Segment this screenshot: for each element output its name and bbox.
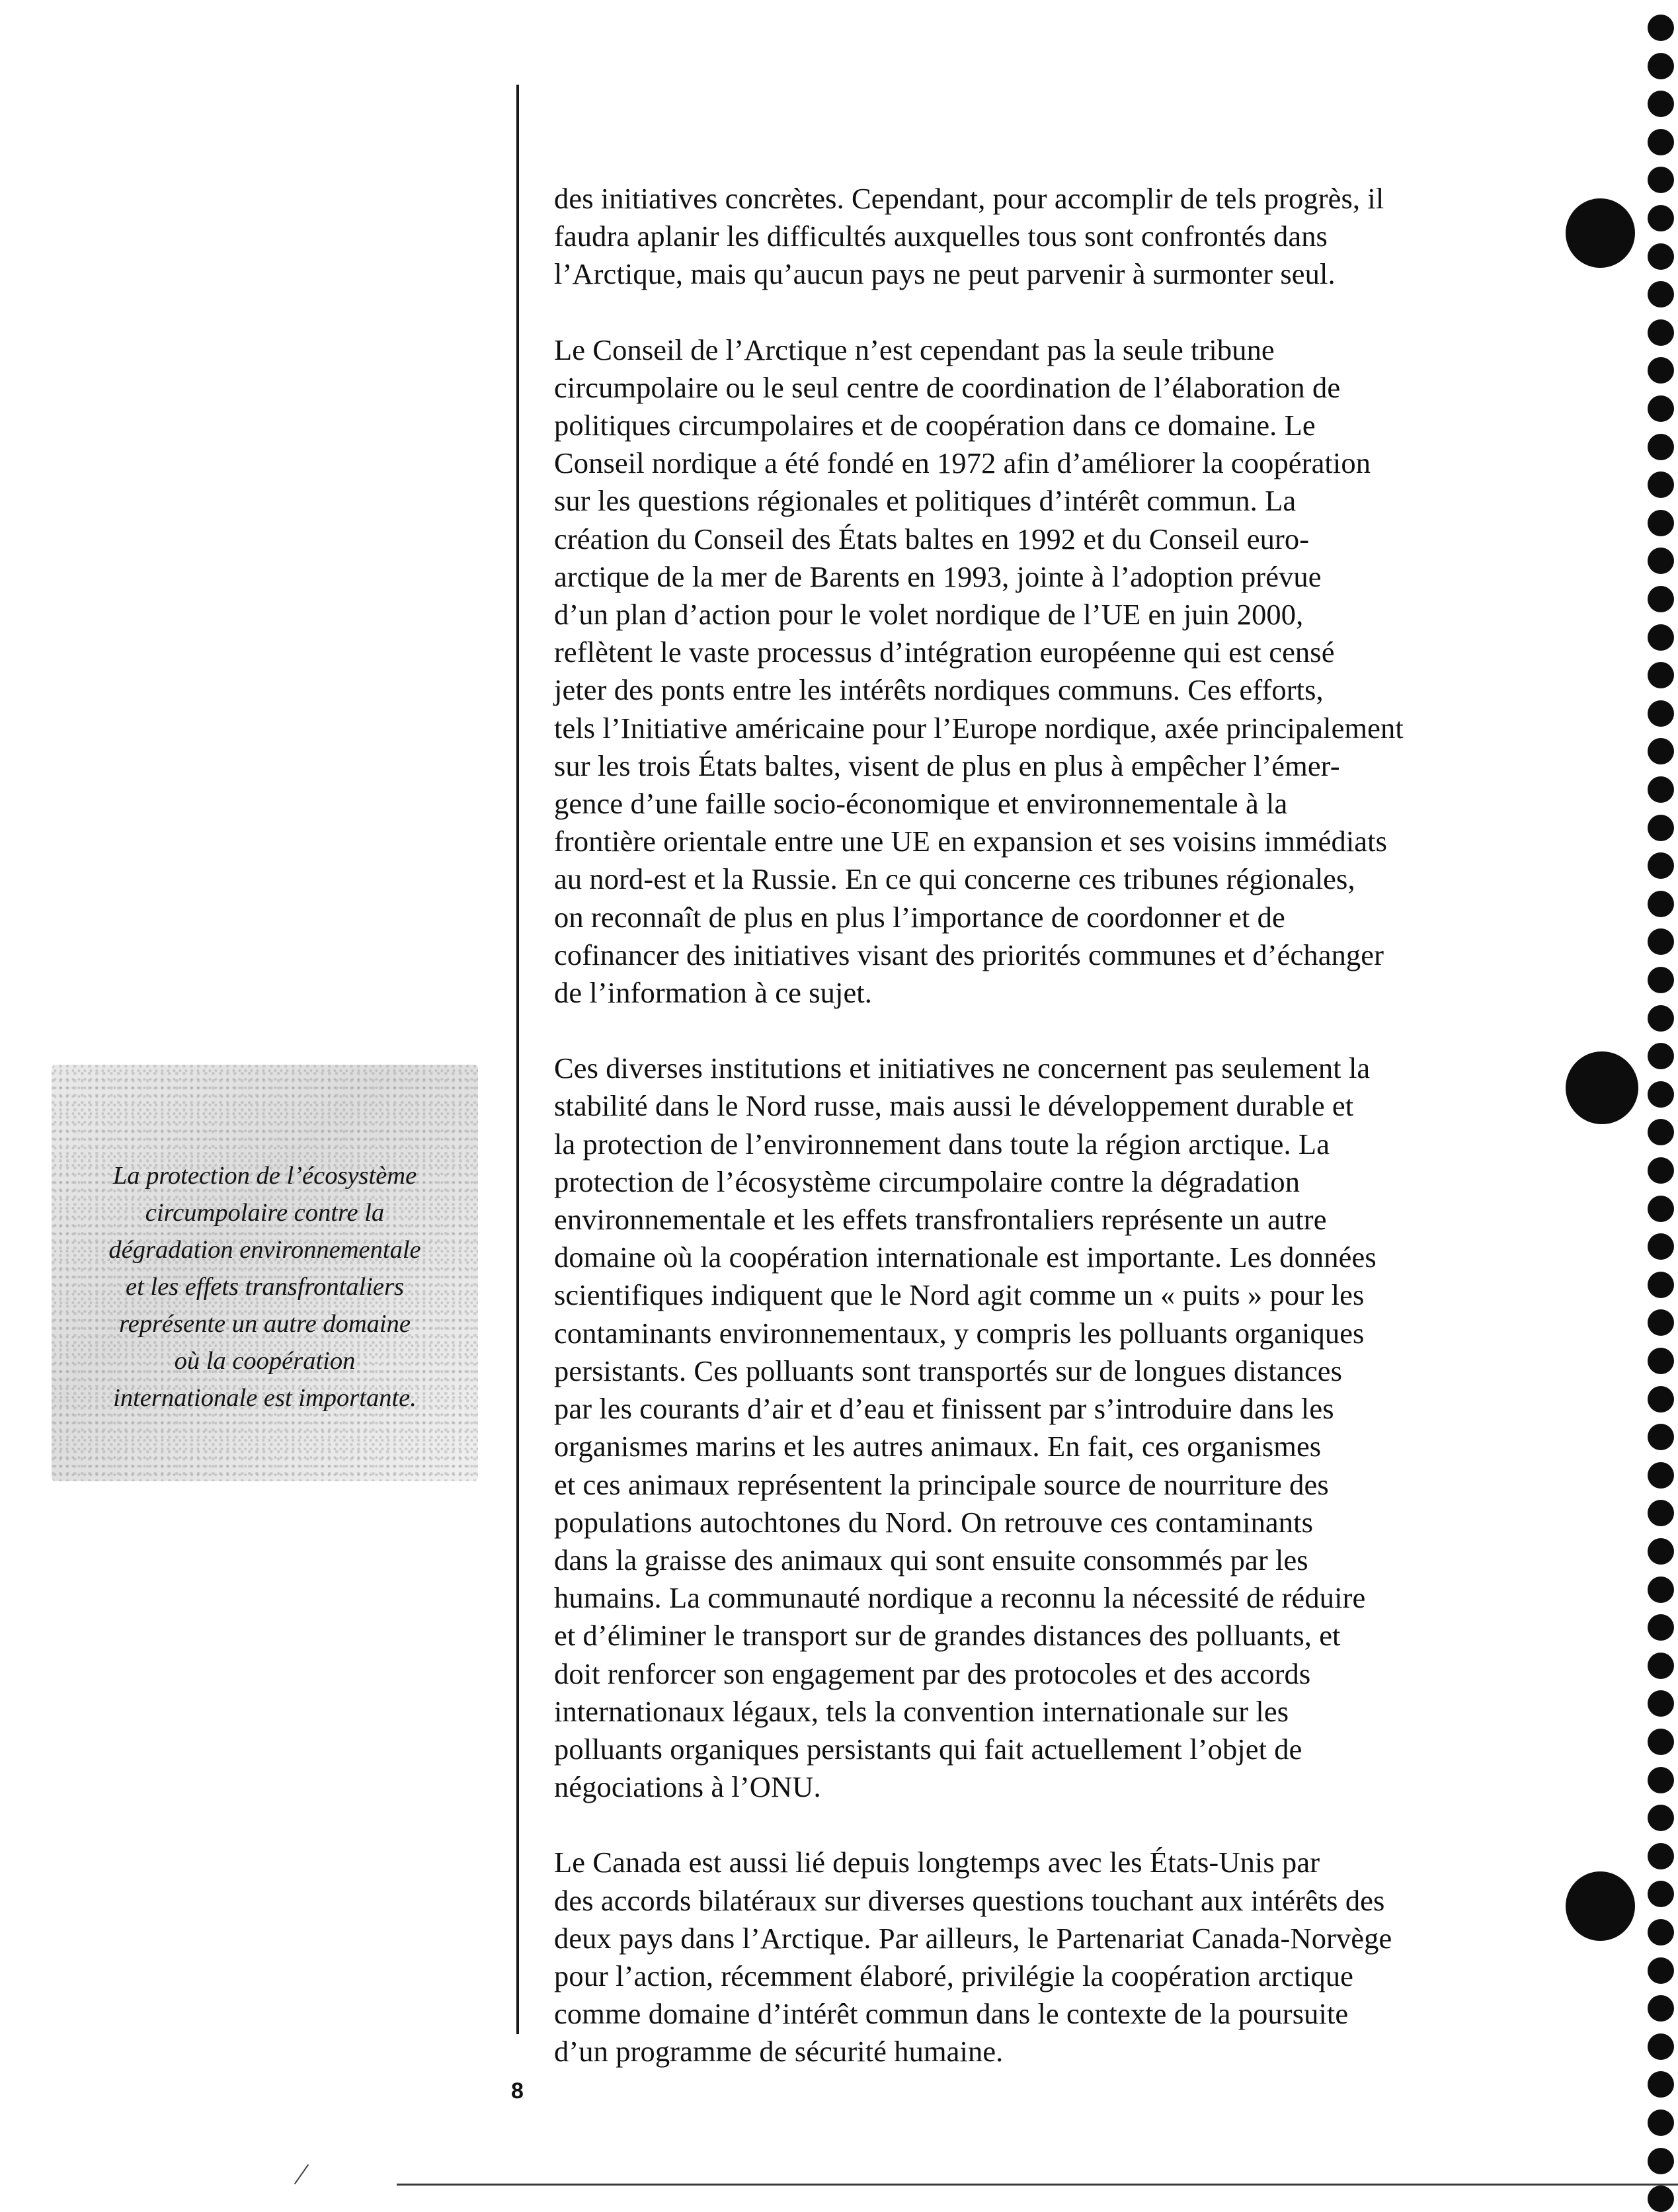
binder-hole: [1648, 1043, 1674, 1069]
binder-hole: [1648, 1462, 1674, 1489]
binder-hole: [1648, 1386, 1674, 1413]
binder-hole: [1648, 1995, 1674, 2022]
binder-hole: [1648, 967, 1674, 993]
paragraph-1: des initiatives concrètes. Cependant, pour accomplir de tels progrès, il faudra aplanir les difficultés auxquelles tous sont confrontés dans l’Arctique, mais qu’aucun pays ne peut parvenir à surmonter seul.: [554, 182, 1384, 291]
binder-hole: [1648, 1233, 1674, 1260]
binder-hole: [1648, 1614, 1674, 1641]
margin-rule: [516, 85, 519, 2034]
binder-holes: [1638, 0, 1678, 2199]
binder-hole: [1648, 548, 1674, 574]
page-number: 8: [511, 2078, 524, 2104]
binder-hole: [1648, 738, 1674, 764]
binder-hole: [1648, 53, 1674, 79]
binder-hole: [1648, 15, 1674, 41]
bottom-rule: [397, 2184, 1678, 2186]
binder-hole: [1648, 1424, 1674, 1450]
binder-hole: [1648, 1157, 1674, 1184]
binder-hole: [1648, 1538, 1674, 1565]
binder-hole: [1648, 776, 1674, 803]
paragraph-4: Le Canada est aussi lié depuis longtemps avec les États-Unis par des accords bilatéraux sur diverses questions touchant aux intérêts des deux pays dans l’Arctique. Par ailleurs, le Partenariat Canada-Norvège pour l’action, récemment élaboré, privilégie la coopération arctique comme domaine d’intérêt commun dans le contexte de la poursuite d’un programme de sécurité humaine.: [554, 1846, 1392, 2069]
body-text: [554, 180, 1480, 2109]
binder-hole: [1648, 319, 1674, 346]
binder-hole: [1648, 471, 1674, 498]
binder-hole: [1648, 1881, 1674, 1907]
binder-hole: [1648, 395, 1674, 422]
binder-hole: [1648, 510, 1674, 536]
binder-hole: [1648, 700, 1674, 727]
binder-hole: [1648, 1843, 1674, 1869]
binder-hole: [1648, 434, 1674, 460]
paragraph-2: Le Conseil de l’Arctique n’est cependant pas la seule tribune circumpolaire ou le seul centre de coordination de l’élaboration de politiques circumpolaires et de coopération dans ce domaine. Le Conseil nordique a été fondé en 1972 afin d’améliorer la coopération sur les questions régionales et politiques d’intérêt commun. La création du Conseil des États baltes en 1992 et du Conseil euro- arctique de la mer de Barents en 1993, jointe à l’adoption prévue d’un plan d’action pour le volet nordique de l’UE en juin 2000, reflètent le vaste processus d’intégration européenne qui est censé jeter des ponts entre les intérêts nordiques communs. Ces efforts, tels l’Initiative américaine pour l’Europe nordique, axée principalement sur les trois États baltes, visent de plus en plus à empêcher l’émer- gence d’une faille socio-économique et environnementale à la frontière orientale entre une UE en expansion et ses voisins immédiats au nord-est et la Russie. En ce qui concerne ces tribunes régionales, on reconnaît de plus en plus l’importance de coordonner et de cofinancer des initiatives visant des priorités communes et d’échanger de l’information à ce sujet.: [554, 333, 1404, 1010]
pull-quote-text: La protection de l’écosystème circumpolaire contre la dégradation environnementale et les effets transfrontaliers représente un autre domaine où la coopération internationale est importante.: [108, 1162, 421, 1412]
ink-blot: [1566, 1871, 1635, 1941]
binder-hole: [1648, 1729, 1674, 1755]
binder-hole: [1648, 167, 1674, 193]
binder-hole: [1648, 624, 1674, 651]
binder-hole: [1648, 2071, 1674, 2098]
binder-hole: [1648, 1309, 1674, 1336]
binder-hole: [1648, 815, 1674, 841]
binder-hole: [1648, 1119, 1674, 1145]
binder-hole: [1648, 928, 1674, 955]
binder-hole: [1648, 1690, 1674, 1717]
binder-hole: [1648, 1500, 1674, 1526]
binder-hole: [1648, 2033, 1674, 2060]
binder-hole: [1648, 1919, 1674, 1946]
binder-hole: [1648, 91, 1674, 117]
ink-blot: [1566, 198, 1635, 268]
binder-hole: [1648, 243, 1674, 270]
binder-hole: [1648, 1081, 1674, 1108]
binder-hole: [1648, 1957, 1674, 1984]
paragraph-3: Ces diverses institutions et initiatives ne concernent pas seulement la stabilité dans le Nord russe, mais aussi le développement durable et la protection de l’environnement dans toute la région arctique. La protection de l’écosystème circumpolaire contre la dégradation environnementale et les effets transfrontaliers représente un autre domaine où la coopération internationale est importante. Les données scientifiques indiquent que le Nord agit comme un « puits » pour les contaminants environnementaux, y compris les polluants organiques persistants. Ces polluants sont transportés sur de longues distances par les courants d’air et d’eau et finissent par s’introduire dans les organismes marins et les autres animaux. En fait, ces organismes et ces animaux représentent la principale source de nourriture des populations autochtones du Nord. On retrouve ces contaminants dans la graisse des animaux qui sont ensuite consommés par les humains. La communauté nordique a reconnu la nécessité de réduire et d’éliminer le transport sur de grandes distances des polluants, et doit renforcer son engagement par des protocoles et des accords internationaux légaux, tels la convention internationale sur les polluants organiques persistants qui fait actuellement l’objet de négociations à l’ONU.: [554, 1051, 1377, 1804]
binder-hole: [1648, 129, 1674, 155]
binder-hole: [1648, 891, 1674, 917]
binder-hole: [1648, 662, 1674, 688]
binder-hole: [1648, 357, 1674, 384]
binder-hole: [1648, 1653, 1674, 1679]
binder-hole: [1648, 1196, 1674, 1222]
binder-hole: [1648, 281, 1674, 307]
pull-quote-box: [52, 1065, 478, 1481]
binder-hole: [1648, 1577, 1674, 1603]
binder-hole: [1648, 1348, 1674, 1374]
binder-hole: [1648, 2110, 1674, 2136]
binder-hole: [1648, 2186, 1674, 2212]
binder-hole: [1648, 2148, 1674, 2174]
ink-blot: [1566, 1051, 1638, 1124]
stray-mark: [294, 2164, 309, 2185]
binder-hole: [1648, 205, 1674, 231]
binder-hole: [1648, 1767, 1674, 1793]
binder-hole: [1648, 1005, 1674, 1032]
binder-hole: [1648, 852, 1674, 879]
binder-hole: [1648, 1272, 1674, 1298]
binder-hole: [1648, 1805, 1674, 1831]
binder-hole: [1648, 586, 1674, 612]
